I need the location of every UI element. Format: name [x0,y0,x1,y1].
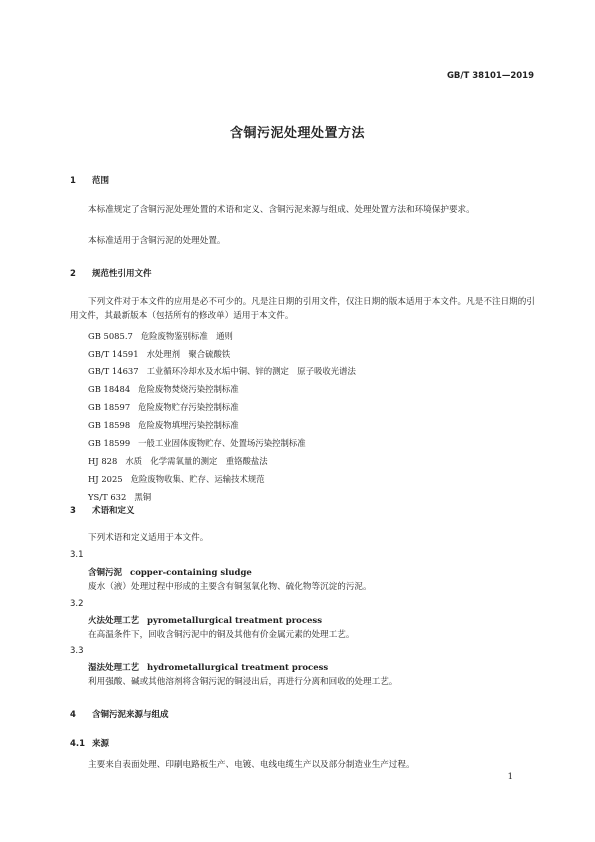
reference-item [88,383,239,395]
reference-code: GB/T 14591 [88,349,139,359]
reference-code: GB/T 14637 [88,366,139,376]
section-title: 范围 [92,176,110,186]
reference-title: 危险废物收集、贮存、运输技术规范 [130,474,265,484]
reference-code: HJ 828 [88,456,118,466]
term-zh: 含铜污泥 [88,568,123,578]
section-title: 术语和定义 [92,506,135,516]
term-heading [88,661,328,673]
term-en: copper-containing sludge [130,568,252,578]
reference-item [88,437,306,449]
section-1-heading [70,174,109,186]
term-zh: 湿法处理工艺 [88,663,140,673]
term-en: hydrometallurgical treatment process [147,663,329,673]
term-definition: 废水（液）处理过程中形成的主要含有铜氢氧化物、硫化物等沉淀的污泥。 [88,582,372,592]
reference-title: 危险废物贮存污染控制标准 [138,402,239,412]
section-number: 4 [70,710,76,720]
reference-code: HJ 2025 [88,474,123,484]
page-number: 1 [507,772,513,782]
reference-item [88,365,356,377]
term-heading [88,614,322,626]
reference-item [88,473,265,485]
subsection-4-1-heading [70,737,109,749]
reference-code: YS/T 632 [88,492,127,502]
reference-code: GB 18599 [88,438,131,448]
reference-code: GB 18598 [88,420,131,430]
normative-references-intro: 下列文件对于本文件的应用是必不可少的。凡是注日期的引用文件，仅注日期的版本适用于本文件。凡是不注日期的引用文件，其最新版本（包括所有的修改单）适用于本文件。 [70,297,535,321]
reference-item [88,419,239,431]
subsection-title: 来源 [92,739,110,749]
reference-title: 危险废物填埋污染控制标准 [138,420,239,430]
section-title: 含铜污泥来源与组成 [92,710,169,720]
term-number: 3.3 [70,646,84,656]
term-number: 3.1 [70,550,84,560]
reference-item [88,348,230,360]
reference-item [88,401,239,413]
scope-paragraph-1: 本标准规定了含铜污泥处理处置的术语和定义、含铜污泥来源与组成、处理处置方法和环境保护要求。 [88,205,475,215]
term-heading [88,566,252,578]
standard-number: GB/T 38101—2019 [446,71,534,81]
document-title: 含铜污泥处理处置方法 [229,126,365,141]
reference-title: 工业循环冷却水及水垢中铜、锌的测定 原子吸收光谱法 [146,366,356,376]
reference-item [88,330,233,342]
reference-code: GB 18597 [88,402,131,412]
term-en: pyrometallurgical treatment process [147,616,323,626]
source-paragraph: 主要来自表面处理、印刷电路板生产、电镀、电线电缆生产以及部分制造业生产过程。 [88,760,415,770]
reference-title: 水处理剂 聚合硫酸铁 [146,349,231,359]
term-number: 3.2 [70,599,84,609]
terms-intro: 下列术语和定义适用于本文件。 [88,533,209,543]
reference-title: 一般工业固体废物贮存、处置场污染控制标准 [138,438,306,448]
reference-title: 水质 化学需氧量的测定 重铬酸盐法 [125,456,268,466]
reference-title: 危险废物焚烧污染控制标准 [138,384,239,394]
reference-item [88,491,151,503]
term-definition: 在高温条件下，回收含铜污泥中的铜及其他有价金属元素的处理工艺。 [88,630,355,640]
section-title: 规范性引用文件 [92,269,152,279]
term-zh: 火法处理工艺 [88,616,140,626]
term-definition: 利用强酸、碱或其他溶剂将含铜污泥的铜浸出后，再进行分离和回收的处理工艺。 [88,677,398,687]
subsection-number: 4.1 [70,739,86,749]
section-number: 1 [70,176,76,186]
section-3-heading [70,504,135,516]
reference-title: 黑铜 [134,492,152,502]
reference-code: GB 18484 [88,384,131,394]
reference-code: GB 5085.7 [88,331,133,341]
reference-item [88,455,268,467]
reference-title: 危险废物鉴别标准 通则 [140,331,233,341]
scope-paragraph-2: 本标准适用于含铜污泥的处理处置。 [88,236,226,246]
section-number: 3 [70,506,76,516]
section-number: 2 [70,269,76,279]
section-4-heading [70,708,169,720]
section-2-heading [70,267,152,279]
